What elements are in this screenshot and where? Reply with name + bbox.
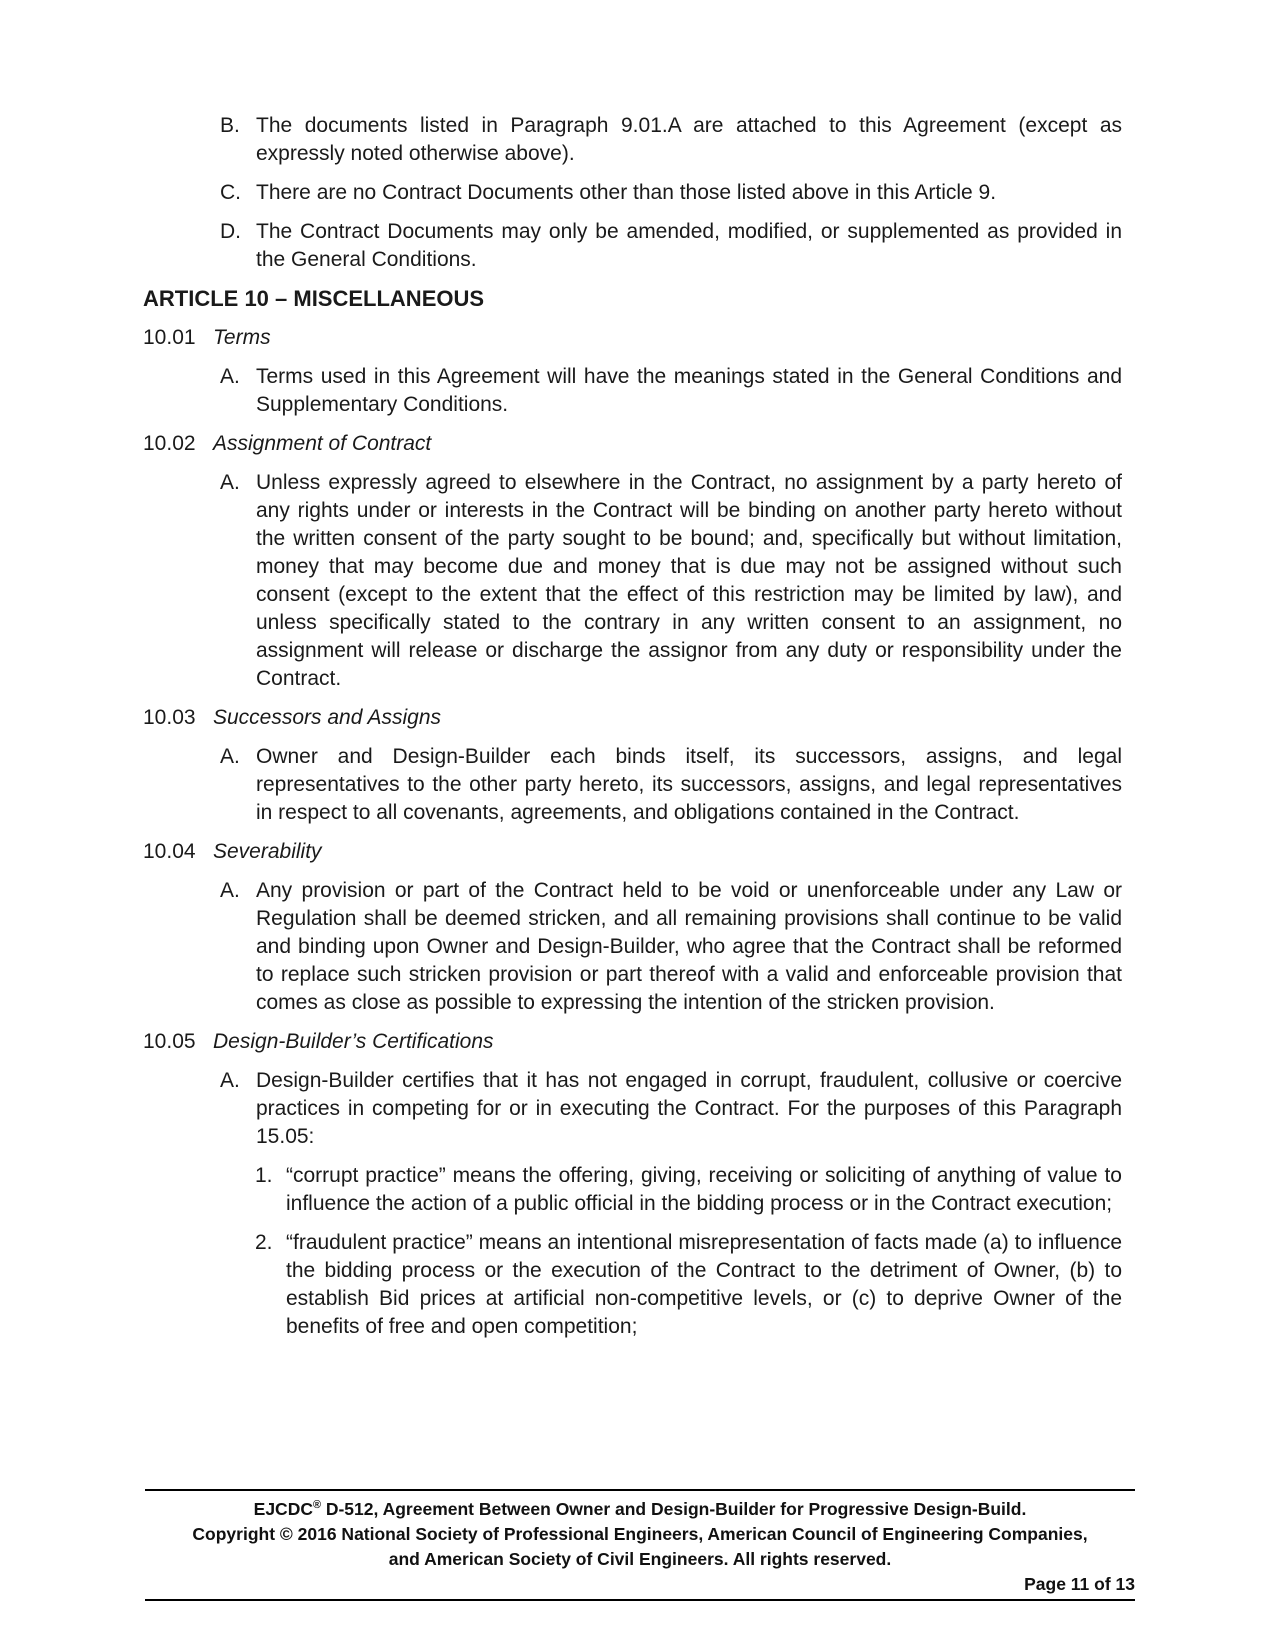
section-title: Terms (213, 326, 271, 349)
page-number: Page 11 of 13 (1024, 1574, 1135, 1594)
paragraph-text: “corrupt practice” means the offering, giving, receiving or soliciting of anything of value to influence the action of a public official in the bidding process or in the Contract execution; (286, 1164, 1122, 1215)
section-title: Successors and Assigns (213, 706, 441, 729)
section-title: Design-Builder’s Certifications (213, 1030, 494, 1053)
list-item-10-04-a (143, 877, 1122, 1017)
section-10-01-heading (143, 324, 1122, 352)
paragraph-text: Design-Builder certifies that it has not engaged in corrupt, fraudulent, collusive or coercive practices in competing for or in executing the Contract. For the purposes of this Paragraph 15.05: (256, 1069, 1122, 1148)
page-footer (145, 1489, 1135, 1601)
page-content (143, 112, 1122, 1352)
paragraph-text: Terms used in this Agreement will have the meanings stated in the General Conditions and Supplementary Conditions. (256, 365, 1122, 416)
list-marker: A. (220, 471, 240, 494)
footer-line-2: Copyright © 2016 National Society of Professional Engineers, American Council of Engineering Companies, (192, 1524, 1088, 1544)
list-item-d (143, 218, 1122, 274)
list-item-10-05-a-1 (143, 1162, 1122, 1218)
section-number: 10.05 (143, 1030, 196, 1053)
section-10-04-heading (143, 838, 1122, 866)
paragraph-text: There are no Contract Documents other than those listed above in this Article 9. (256, 181, 997, 204)
paragraph-text: The Contract Documents may only be amended, modified, or supplemented as provided in the General Conditions. (256, 220, 1122, 271)
list-marker: 1. (255, 1164, 273, 1187)
list-item-10-03-a (143, 743, 1122, 827)
paragraph-text: Owner and Design-Builder each binds itself, its successors, assigns, and legal representatives to the other party hereto, its successors, assigns, and legal representatives in respect to all covenants, agreements, and obligations contained in the Contract. (256, 745, 1122, 824)
footer-line-3: and American Society of Civil Engineers. All rights reserved. (388, 1549, 892, 1569)
section-number: 10.02 (143, 432, 196, 455)
list-item-b (143, 112, 1122, 168)
list-item-10-01-a (143, 363, 1122, 419)
footer-bottom-rule (145, 1599, 1135, 1601)
section-title: Assignment of Contract (213, 432, 432, 455)
section-10-03-heading (143, 704, 1122, 732)
section-10-02-heading (143, 430, 1122, 458)
list-marker: B. (220, 114, 240, 137)
list-marker: 2. (255, 1231, 273, 1254)
list-item-10-05-a-2 (143, 1229, 1122, 1341)
list-item-c (143, 179, 1122, 207)
section-number: 10.03 (143, 706, 196, 729)
footer-line-1 (145, 1497, 1135, 1522)
section-number: 10.01 (143, 326, 196, 349)
section-number: 10.04 (143, 840, 196, 863)
footer-line-1-text: D-512, Agreement Between Owner and Design-Builder for Progressive Design-Build. (320, 1499, 1027, 1519)
list-item-10-02-a (143, 469, 1122, 693)
list-marker: A. (220, 879, 240, 902)
list-marker: A. (220, 365, 240, 388)
list-marker: A. (220, 1069, 240, 1092)
list-item-10-05-a (143, 1067, 1122, 1151)
list-marker: C. (220, 181, 241, 204)
footer-brand: EJCDC (253, 1499, 313, 1519)
registered-mark: ® (312, 1499, 321, 1512)
list-marker: D. (220, 220, 241, 243)
list-marker: A. (220, 745, 240, 768)
article-10-heading: ARTICLE 10 – MISCELLANEOUS (143, 286, 485, 311)
paragraph-text: The documents listed in Paragraph 9.01.A are attached to this Agreement (except as expressly noted otherwise above). (256, 114, 1122, 165)
paragraph-text: Any provision or part of the Contract held to be void or unenforceable under any Law or Regulation shall be deemed stricken, and all remaining provisions shall continue to be valid and binding upon Owner and Design-Builder, who agree that the Contract shall be reformed to replace such stricken provision or part thereof with a valid and enforceable provision that comes as close as possible to expressing the intention of the stricken provision. (256, 879, 1122, 1014)
section-10-05-heading (143, 1028, 1122, 1056)
paragraph-text: Unless expressly agreed to elsewhere in the Contract, no assignment by a party hereto of any rights under or interests in the Contract will be binding on another party hereto without the written consent of the party sought to be bound; and, specifically but without limitation, money that may become due and money that is due may not be assigned without such consent (except to the extent that the effect of this restriction may be limited by law), and unless specifically stated to the contrary in any written consent to an assignment, no assignment will release or discharge the assignor from any duty or responsibility under the Contract. (256, 471, 1122, 690)
paragraph-text: “fraudulent practice” means an intentional misrepresentation of facts made (a) to influence the bidding process or the execution of the Contract to the detriment of Owner, (b) to establish Bid prices at artificial non-competitive levels, or (c) to deprive Owner of the benefits of free and open competition; (286, 1231, 1122, 1338)
section-title: Severability (213, 840, 322, 863)
